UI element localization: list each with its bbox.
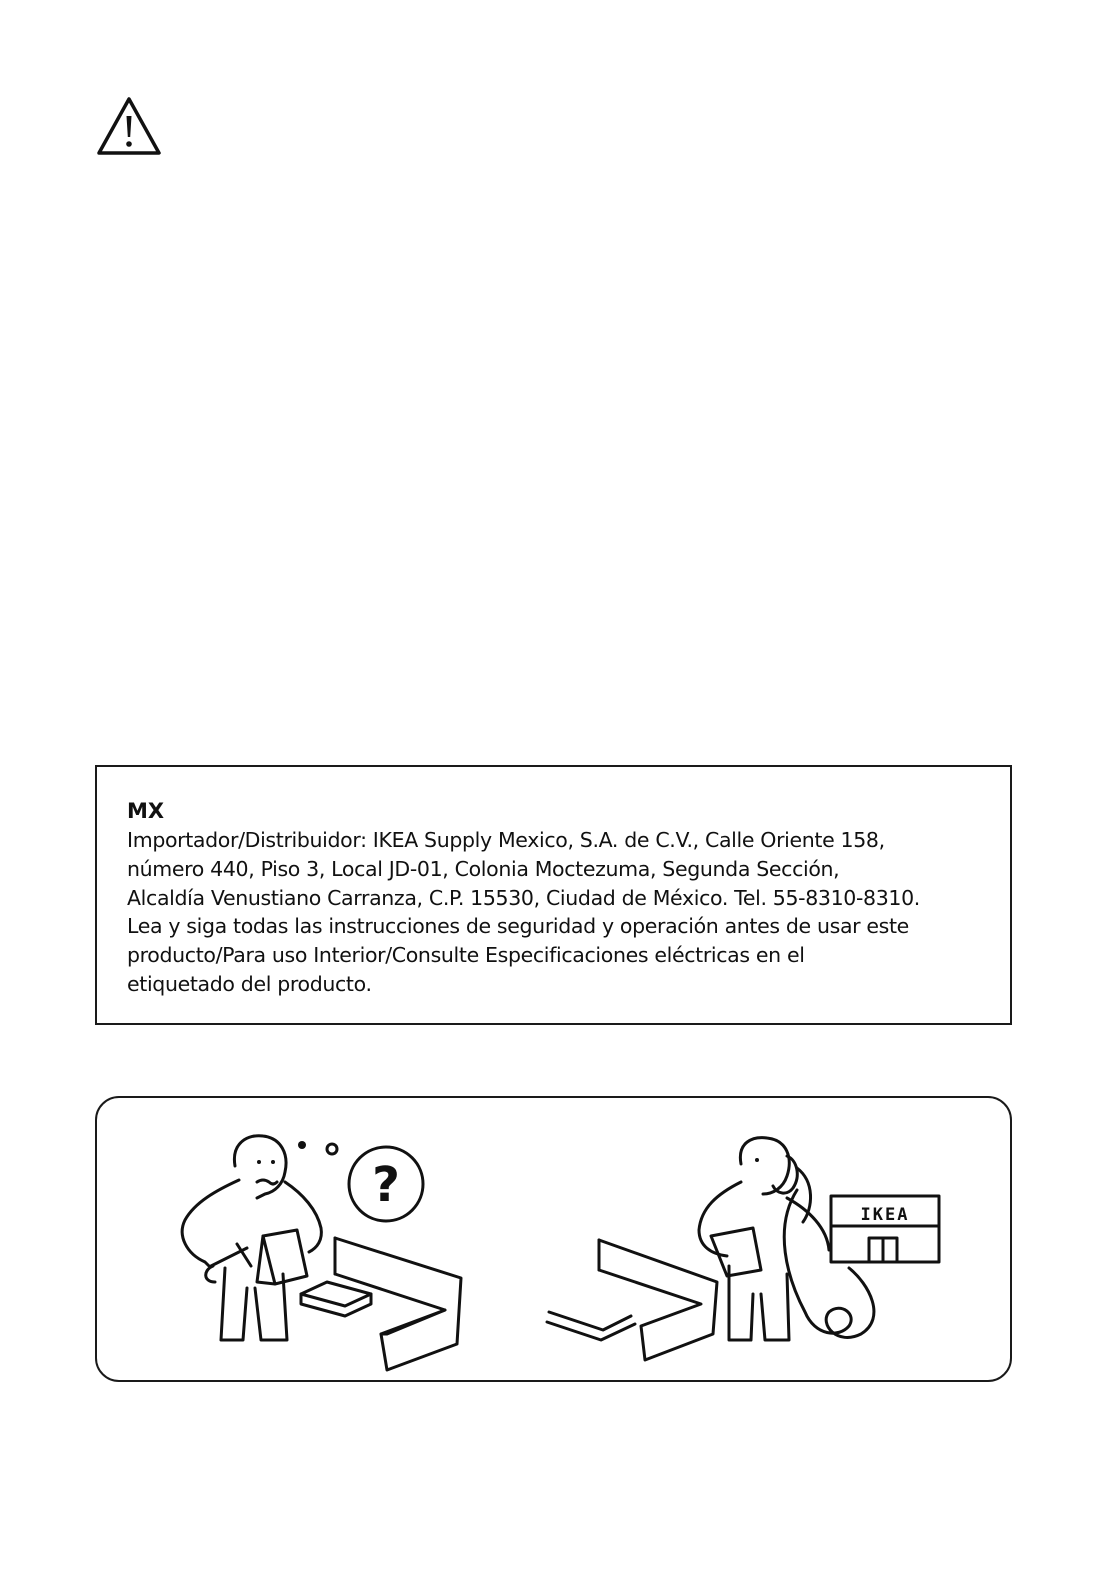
help-illustration-panel — [95, 1096, 1012, 1382]
notice-line: número 440, Piso 3, Local JD-01, Colonia Moctezuma, Segunda Sección, — [127, 856, 840, 881]
notice-title: MX — [127, 799, 165, 823]
notice-line: Alcaldía Venustiano Carranza, C.P. 15530, Ciudad de México. Tel. 55-8310-8310. — [127, 885, 920, 910]
notice-line: Importador/Distribuidor: IKEA Supply Mexico, S.A. de C.V., Calle Oriente 158, — [127, 828, 885, 852]
mx-importer-notice — [95, 765, 1012, 1025]
notice-line: producto/Para uso Interior/Consulte Especificaciones eléctricas en el — [127, 943, 805, 968]
notice-line: etiquetado del producto. — [127, 971, 372, 996]
question-mark: ? — [372, 1157, 400, 1213]
confused-assembler-icon — [182, 1136, 461, 1370]
notice-line: Lea y siga todas las instrucciones de seguridad y operación antes de usar este — [127, 914, 909, 939]
ikea-store-icon — [831, 1196, 939, 1262]
warning-triangle-icon — [96, 96, 162, 156]
ikea-store-sign: IKEA — [860, 1205, 910, 1225]
calling-ikea-icon — [547, 1138, 939, 1360]
